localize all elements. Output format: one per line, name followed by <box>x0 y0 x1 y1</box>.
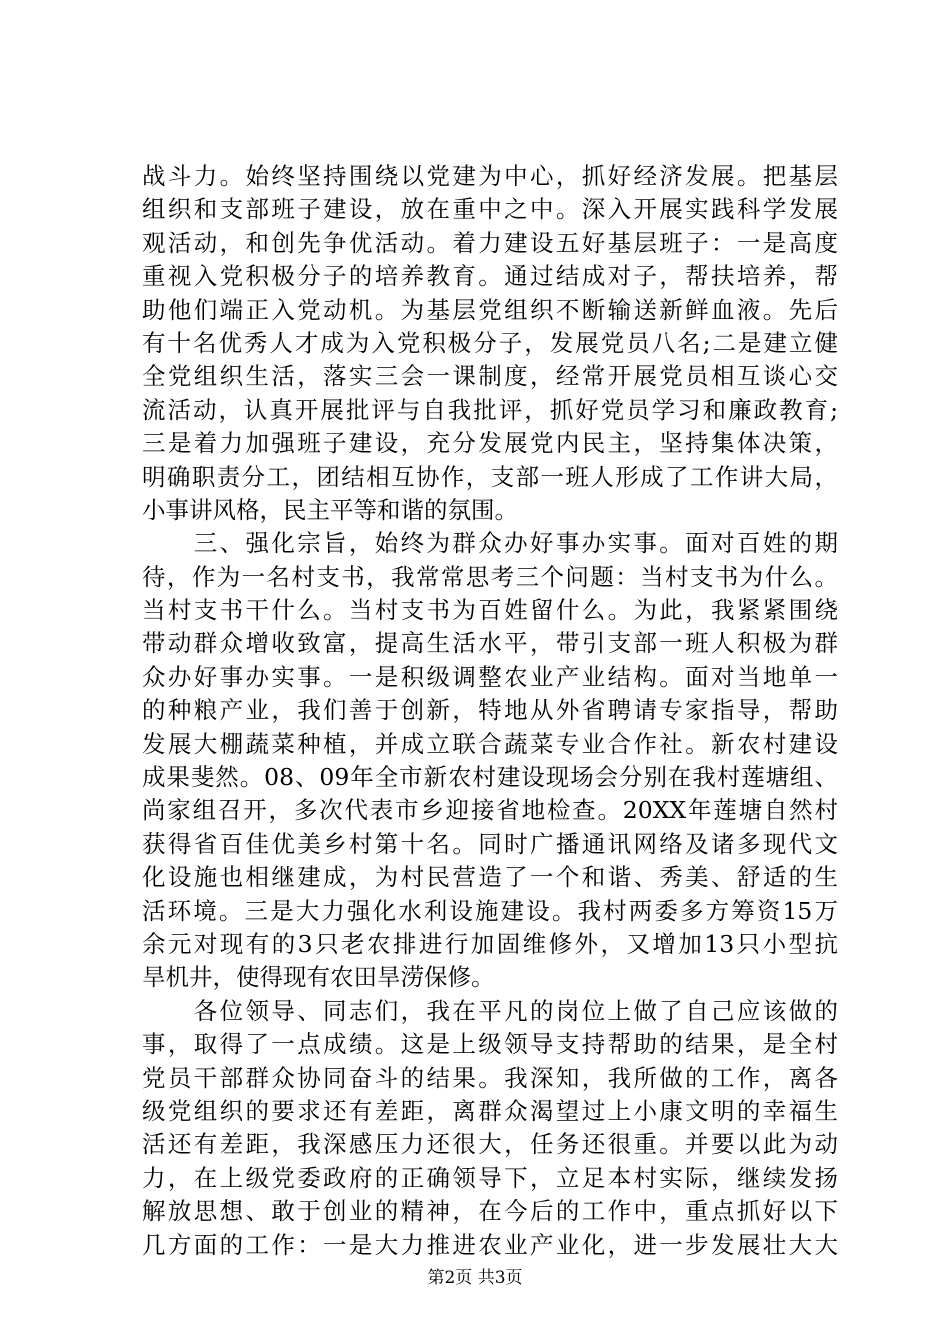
text-line: 明确职责分工，团结相互协作，支部一班人形成了工作讲大局， <box>142 462 838 491</box>
text-line: 流活动，认真开展批评与自我批评，抓好党员学习和廉政教育; <box>142 395 838 424</box>
text-line: 化设施也相继建成，为村民营造了一个和谐、秀美、舒适的生 <box>142 863 838 892</box>
text-line: 三是着力加强班子建设，充分发展党内民主，坚持集体决策， <box>142 429 838 458</box>
text-line: 事，取得了一点成绩。这是上级领导支持帮助的结果，是全村 <box>142 1030 838 1059</box>
text-line: 三、强化宗旨，始终为群众办好事办实事。面对百姓的期 <box>142 529 838 558</box>
document-body <box>142 160 838 1262</box>
text-line: 观活动，和创先争优活动。着力建设五好基层班子：一是高度 <box>142 228 838 257</box>
text-line: 几方面的工作：一是大力推进农业产业化，进一步发展壮大大 <box>142 1230 838 1259</box>
text-line: 成果斐然。08、09年全市新农村建设现场会分别在我村莲塘组、 <box>142 763 838 792</box>
text-line: 有十名优秀人才成为入党积极分子，发展党员八名;二是建立健 <box>142 328 838 357</box>
page-footer <box>0 1263 950 1288</box>
text-line: 各位领导、同志们，我在平凡的岗位上做了自己应该做的 <box>142 996 838 1025</box>
text-line: 获得省百佳优美乡村第十名。同时广播通讯网络及诸多现代文 <box>142 829 838 858</box>
text-line: 助他们端正入党动机。为基层党组织不断输送新鲜血液。先后 <box>142 295 838 324</box>
text-line: 旱机井，使得现有农田旱涝保修。 <box>142 963 495 992</box>
text-line: 众办好事办实事。一是积级调整农业产业结构。面对当地单一 <box>142 662 838 691</box>
text-line: 余元对现有的3只老农排进行加固维修外，又增加13只小型抗 <box>142 929 838 958</box>
text-line: 力，在上级党委政府的正确领导下，立足本村实际，继续发扬 <box>142 1163 838 1192</box>
text-line: 尚家组召开，多次代表市乡迎接省地检查。20XX年莲塘自然村 <box>142 796 838 825</box>
text-line: 活环境。三是大力强化水利设施建设。我村两委多方筹资15万 <box>142 896 838 925</box>
text-line: 战斗力。始终坚持围绕以党建为中心，抓好经济发展。把基层 <box>142 162 838 190</box>
text-line: 组织和支部班子建设，放在重中之中。深入开展实践科学发展 <box>142 195 838 224</box>
text-line: 党员干部群众协同奋斗的结果。我深知，我所做的工作，离各 <box>142 1063 838 1092</box>
text-line: 当村支书干什么。当村支书为百姓留什么。为此，我紧紧围绕 <box>142 596 838 625</box>
text-line: 重视入党积极分子的培养教育。通过结成对子，帮扶培养，帮 <box>142 262 838 291</box>
text-line: 解放思想、敢于创业的精神，在今后的工作中，重点抓好以下 <box>142 1197 838 1226</box>
text-line: 小事讲风格，民主平等和谐的氛围。 <box>142 495 518 524</box>
text-line: 活还有差距，我深感压力还很大，任务还很重。并要以此为动 <box>142 1130 838 1159</box>
page-number-label: 第2页 共3页 <box>427 1268 523 1288</box>
text-line: 发展大棚蔬菜种植，并成立联合蔬菜专业合作社。新农村建设 <box>142 729 838 758</box>
text-line: 的种粮产业，我们善于创新，特地从外省聘请专家指导，帮助 <box>142 696 838 725</box>
text-line: 待，作为一名村支书，我常常思考三个问题：当村支书为什么。 <box>142 562 838 591</box>
text-line: 带动群众增收致富，提高生活水平，带引支部一班人积极为群 <box>142 629 838 658</box>
text-line: 全党组织生活，落实三会一课制度，经常开展党员相互谈心交 <box>142 362 838 391</box>
text-line: 级党组织的要求还有差距，离群众渴望过上小康文明的幸福生 <box>142 1096 838 1125</box>
